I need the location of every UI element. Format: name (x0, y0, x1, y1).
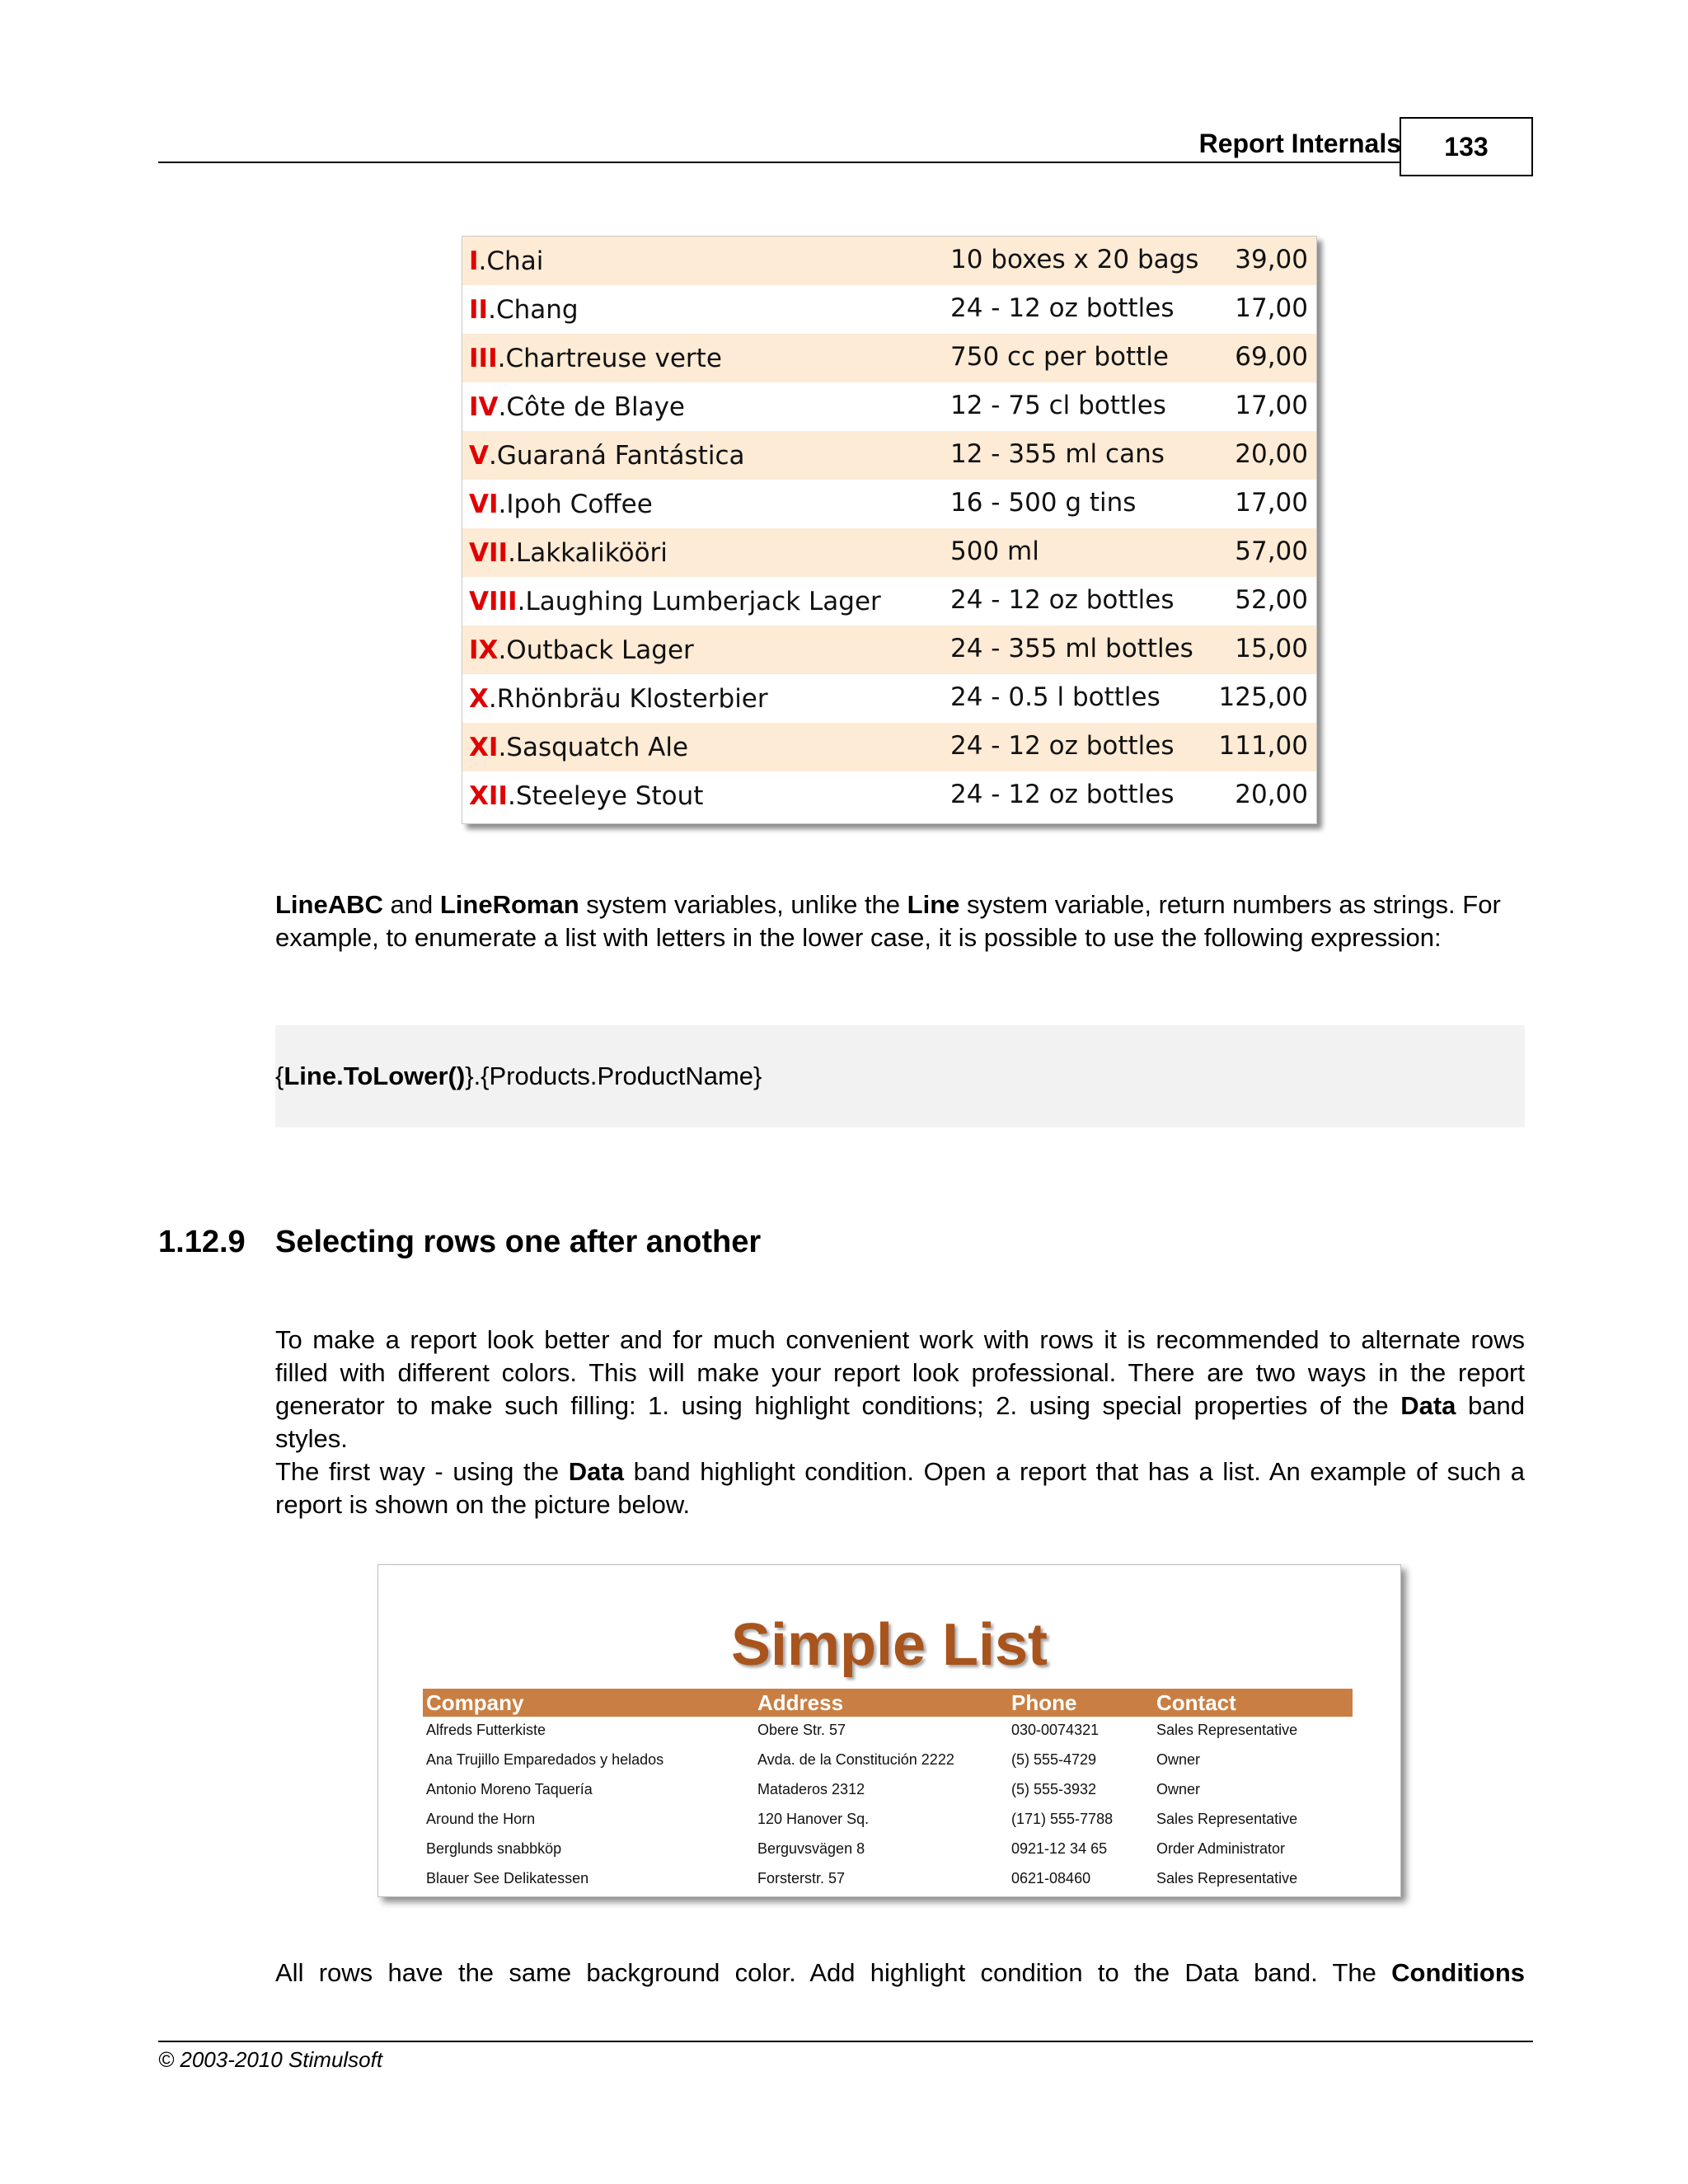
product-name-dot: . (498, 392, 507, 422)
text: All rows have the same background color. Add highlight condition to the Data band. The (275, 1958, 1392, 1987)
cell-company: Around the Horn (426, 1811, 536, 1827)
product-name-dot: . (498, 733, 507, 762)
text: and (382, 890, 440, 919)
product-name-dot: . (488, 684, 497, 714)
cell-address: 120 Hanover Sq. (757, 1811, 870, 1827)
product-name (469, 392, 685, 422)
roman-numeral: III (469, 344, 498, 373)
product-name (469, 781, 703, 811)
page-number: 133 (1400, 117, 1533, 176)
product-row (462, 237, 1316, 285)
cell-contact: Sales Representative (1156, 1722, 1298, 1738)
product-price: 20,00 (1235, 439, 1308, 469)
roman-numeral: XII (469, 781, 508, 811)
simple-list-row (423, 1806, 1353, 1834)
product-name (469, 344, 722, 373)
product-row (462, 431, 1316, 480)
simple-list-row (423, 1835, 1353, 1863)
cell-phone: (5) 555-4729 (1011, 1751, 1097, 1768)
cell-company: Berglunds snabbköp (426, 1840, 562, 1857)
product-row (462, 577, 1316, 626)
product-name (469, 246, 543, 276)
product-name-text: Laughing Lumberjack Lager (525, 587, 881, 616)
header-rule (158, 162, 1400, 163)
cell-phone: (5) 555-3932 (1011, 1781, 1097, 1797)
product-quantity: 500 ml (950, 537, 1039, 566)
text: system variables, unlike the (579, 890, 907, 919)
product-name-dot: . (489, 441, 497, 471)
code-example-box (275, 1025, 1525, 1127)
code-function: Line.ToLower() (284, 1062, 466, 1090)
cell-address: Obere Str. 57 (757, 1722, 846, 1738)
product-price: 17,00 (1235, 391, 1308, 420)
product-price: 57,00 (1235, 537, 1308, 566)
header-company: Company (426, 1690, 524, 1715)
product-quantity: 24 - 12 oz bottles (950, 293, 1175, 323)
product-name-dot: . (517, 587, 526, 616)
product-row (462, 528, 1316, 577)
simple-list-figure (377, 1564, 1401, 1897)
product-quantity: 24 - 0.5 l bottles (950, 682, 1160, 712)
term-line: Line (907, 890, 960, 919)
cell-phone: 030-0074321 (1011, 1722, 1100, 1738)
section-number: 1.12.9 (158, 1225, 246, 1259)
cell-address: Avda. de la Constitución 2222 (757, 1751, 954, 1768)
cell-company: Blauer See Delikatessen (426, 1870, 589, 1886)
product-name-text: Lakkalikööri (515, 538, 668, 568)
roman-numeral: II (469, 295, 489, 325)
product-name-text: Chai (486, 246, 544, 276)
product-name (469, 441, 745, 471)
product-name-text: Steeleye Stout (515, 781, 704, 811)
product-name-dot: . (497, 344, 506, 373)
product-name (469, 538, 668, 568)
product-price: 111,00 (1218, 731, 1308, 761)
cell-company: Ana Trujillo Emparedados y helados (426, 1751, 664, 1768)
text: system variable, return numbers as strings. For example, to enumerate a list with letters in the lower case, it is possible to use the following expression: (275, 890, 1501, 952)
product-quantity: 12 - 355 ml cans (950, 439, 1165, 469)
product-name-text: Côte de Blaye (506, 392, 685, 422)
product-price: 69,00 (1235, 342, 1308, 372)
code-brace: { (275, 1062, 284, 1090)
cell-phone: 0921-12 34 65 (1011, 1840, 1108, 1857)
product-name (469, 295, 579, 325)
cell-address: Forsterstr. 57 (757, 1870, 846, 1886)
product-row (462, 626, 1316, 674)
product-quantity: 24 - 12 oz bottles (950, 585, 1175, 615)
cell-contact: Owner (1156, 1751, 1201, 1768)
product-price: 17,00 (1235, 488, 1308, 518)
roman-numeral: VIII (469, 587, 518, 616)
product-name-dot: . (478, 246, 487, 276)
text: The first way - using the (275, 1457, 569, 1486)
simple-list-row (423, 1717, 1353, 1745)
roman-numeral: V (469, 441, 489, 471)
term-data: Data (1400, 1391, 1456, 1420)
product-name-text: Chartreuse verte (505, 344, 722, 373)
product-quantity: 750 cc per bottle (950, 342, 1169, 372)
product-price: 15,00 (1235, 634, 1308, 663)
cell-phone: 0621-08460 (1011, 1870, 1091, 1886)
product-name (469, 733, 688, 762)
cell-address: Berguvsvägen 8 (757, 1840, 865, 1857)
product-name-dot: . (507, 781, 516, 811)
product-name-text: Guaraná Fantástica (496, 441, 745, 471)
term-lineroman: LineRoman (439, 890, 579, 919)
product-quantity: 24 - 12 oz bottles (950, 780, 1175, 809)
paragraph-first-way (275, 1455, 1525, 1521)
product-name-text: Outback Lager (506, 635, 694, 665)
product-row (462, 382, 1316, 431)
product-name-dot: . (498, 635, 507, 665)
simple-list-row (423, 1746, 1353, 1774)
term-lineabc: LineABC (275, 890, 383, 919)
text: band styles. (275, 1391, 1525, 1453)
header-address: Address (757, 1690, 844, 1715)
simple-list-title: Simple List (730, 1612, 1048, 1678)
term-conditions: Conditions (1391, 1958, 1525, 1987)
roman-numeral: I (469, 246, 479, 276)
running-header-title: Report Internals (1198, 129, 1401, 158)
roman-numeral: VII (469, 538, 509, 568)
cell-contact: Sales Representative (1156, 1870, 1298, 1886)
cell-company: Alfreds Futterkiste (426, 1722, 546, 1738)
paragraph-alternate-rows (275, 1324, 1525, 1455)
product-price: 20,00 (1235, 780, 1308, 809)
product-row (462, 334, 1316, 382)
product-price: 39,00 (1235, 245, 1308, 274)
product-name (469, 490, 653, 519)
product-quantity: 16 - 500 g tins (950, 488, 1137, 518)
product-name-dot: . (508, 538, 516, 568)
header-contact: Contact (1156, 1690, 1236, 1715)
product-name (469, 635, 694, 665)
cell-contact: Sales Representative (1156, 1811, 1298, 1827)
product-list-figure (462, 236, 1317, 824)
text: To make a report look better and for much convenient work with rows it is recommended to alternate rows filled with different colors. This will make your report look professional. There are two ways in the report generator to make such filling: 1. using highlight conditions; 2. using special properties of the (275, 1325, 1525, 1420)
cell-company: Antonio Moreno Taquería (426, 1781, 593, 1797)
footer-rule (158, 2041, 1533, 2042)
cell-address: Mataderos 2312 (757, 1781, 865, 1797)
product-name-text: Ipoh Coffee (506, 490, 653, 519)
section-title: Selecting rows one after another (275, 1225, 762, 1259)
product-name (469, 587, 881, 616)
product-row (462, 285, 1316, 334)
code-expression (275, 1062, 762, 1091)
product-name (469, 684, 768, 714)
product-name-dot: . (488, 295, 496, 325)
footer-copyright: © 2003-2010 Stimulsoft (158, 2047, 383, 2072)
product-name-dot: . (498, 490, 507, 519)
header-phone: Phone (1011, 1690, 1077, 1715)
product-row (462, 674, 1316, 723)
product-price: 17,00 (1235, 293, 1308, 323)
roman-numeral: X (469, 684, 489, 714)
roman-numeral: IV (469, 392, 499, 422)
product-row (462, 480, 1316, 528)
roman-numeral: VI (469, 490, 499, 519)
cell-contact: Order Administrator (1156, 1840, 1286, 1857)
product-price: 52,00 (1235, 585, 1308, 615)
product-quantity: 24 - 12 oz bottles (950, 731, 1175, 761)
text: band highlight condition. Open a report that has a list. An example of such a report is shown on the picture below. (275, 1457, 1525, 1519)
product-quantity: 24 - 355 ml bottles (950, 634, 1193, 663)
cell-contact: Owner (1156, 1781, 1201, 1797)
paragraph-conditions (275, 1957, 1525, 1990)
paragraph-line-variables (275, 888, 1525, 954)
simple-list-header (423, 1689, 1353, 1717)
product-name-text: Sasquatch Ale (506, 733, 689, 762)
product-price: 125,00 (1218, 682, 1308, 712)
roman-numeral: IX (469, 635, 499, 665)
cell-phone: (171) 555-7788 (1011, 1811, 1114, 1827)
product-row (462, 771, 1316, 820)
product-name-text: Chang (495, 295, 579, 325)
product-quantity: 10 boxes x 20 bags (950, 245, 1199, 274)
product-name-text: Rhönbräu Klosterbier (496, 684, 768, 714)
product-quantity: 12 - 75 cl bottles (950, 391, 1166, 420)
simple-list-row (423, 1865, 1353, 1893)
product-row (462, 723, 1316, 771)
simple-list-row (423, 1776, 1353, 1804)
roman-numeral: XI (469, 733, 499, 762)
code-rest: }.{Products.ProductName} (465, 1062, 762, 1090)
term-data: Data (568, 1457, 624, 1486)
